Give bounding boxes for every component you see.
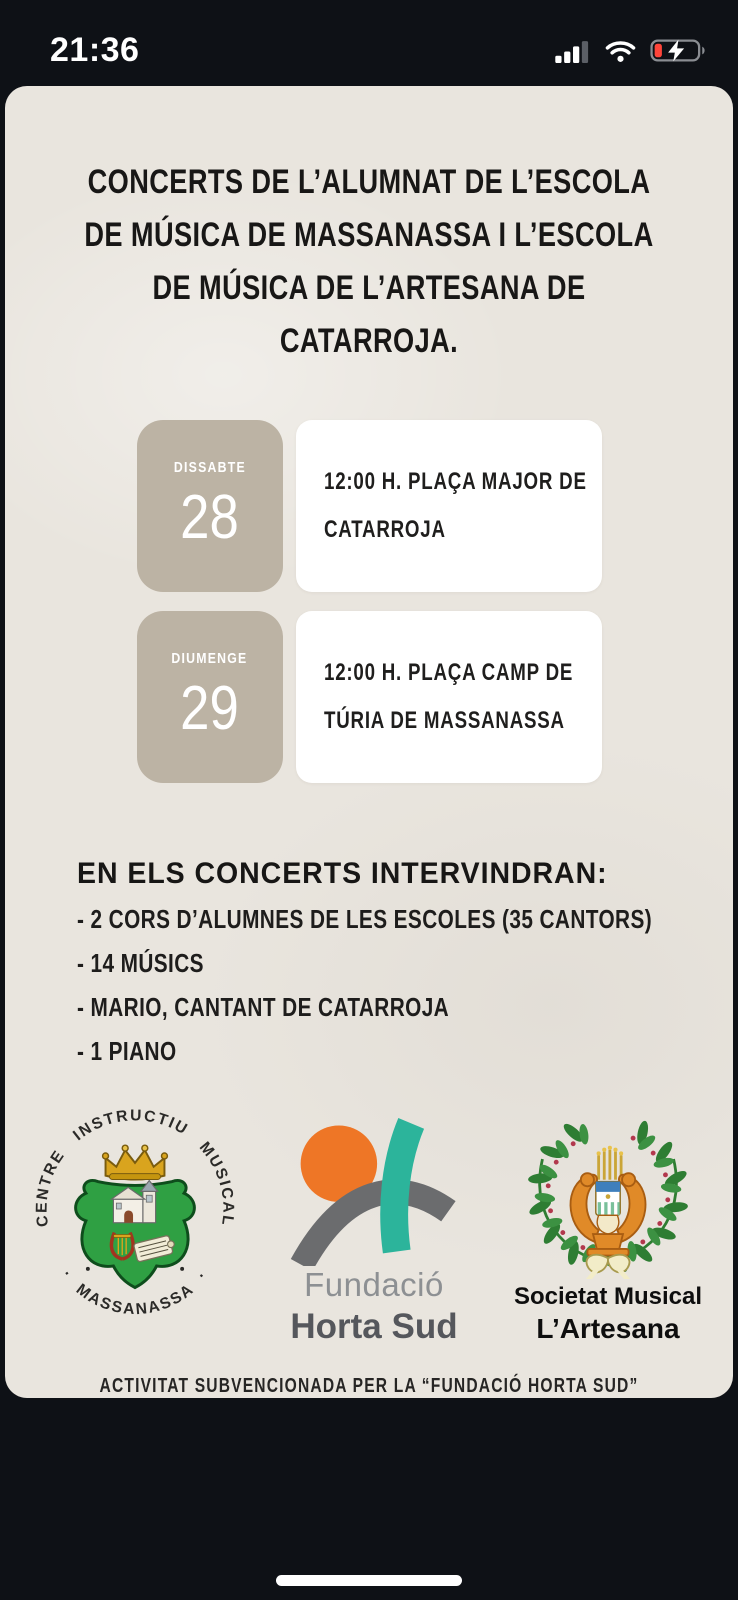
crest-shield — [76, 1181, 195, 1288]
crest-crown — [103, 1145, 168, 1179]
lineup-item: - 14 MÚSICS — [77, 948, 204, 979]
day-number: 29 — [180, 674, 239, 744]
massanassa-crest-icon — [27, 1101, 243, 1317]
artesana-lyre — [571, 1146, 646, 1256]
wreath-ribbon-bow — [587, 1255, 630, 1279]
event-details-line-2: TÚRIA DE MASSANASSA — [323, 707, 565, 735]
date-box-28 — [137, 420, 283, 592]
logo-fundacio-horta-sud — [286, 1111, 462, 1347]
flyer-title-line-1: CONCERTS DE L’ALUMNAT DE L’ESCOLA — [87, 163, 651, 201]
fundacio-wordmark-line-2: Horta Sud — [290, 1307, 458, 1347]
artesana-wordmark-line-2: L’Artesana — [536, 1313, 680, 1345]
logo-gray-arc — [302, 1192, 449, 1265]
status-bar — [0, 0, 738, 86]
event-details-card — [296, 420, 602, 592]
lineup-heading: EN ELS CONCERTS INTERVINDRAN: — [77, 857, 608, 891]
lineup-item: - MARIO, CANTANT DE CATARROJA — [77, 992, 450, 1023]
lineup-item: - 2 CORS D’ALUMNES DE LES ESCOLES (35 CANTORS) — [77, 904, 653, 935]
artesana-wordmark-line-1: Societat Musical — [513, 1283, 703, 1311]
battery-charging-icon — [650, 37, 710, 64]
logo-centre-instructiu-musical — [27, 1101, 243, 1317]
crest-arc-text-top: CENTRE INSTRUCTIU MUSICAL — [33, 1107, 237, 1229]
fundacio-horta-sud-icon — [286, 1111, 462, 1266]
subsidy-note: ACTIVITAT SUBVENCIONADA PER LA “FUNDACIÓ HORTA SUD” — [99, 1375, 639, 1398]
crest-arc-text-bottom: · MASSANASSA · — [58, 1267, 212, 1318]
lineup-item: - 1 PIANO — [77, 1036, 177, 1067]
day-label: DISSABTE — [173, 459, 246, 477]
day-number: 28 — [180, 483, 239, 553]
flyer-title-line-3: DE MÚSICA DE L’ARTESANA DE CATARROJA. — [152, 269, 586, 361]
lineup-section — [5, 857, 733, 1067]
home-indicator[interactable] — [276, 1575, 462, 1586]
lyre-central-crest — [596, 1182, 620, 1216]
clock-time: 21:36 — [50, 30, 140, 69]
date-box-29 — [137, 611, 283, 783]
event-details-line-1: 12:00 H. PLAÇA MAJOR DE — [323, 468, 587, 496]
event-details-line-2: CATARROJA — [323, 516, 446, 544]
event-details-line-1: 12:00 H. PLAÇA CAMP DE — [323, 659, 573, 687]
logo-societat-musical-artesana — [505, 1101, 711, 1345]
concert-flyer-image — [5, 86, 733, 1398]
logo-teal-band — [394, 1124, 411, 1252]
flyer-title — [78, 156, 660, 368]
artesana-wreath-lyre-icon — [505, 1101, 711, 1279]
event-list — [5, 420, 733, 783]
event-row-sunday — [137, 611, 602, 783]
wifi-icon — [604, 38, 637, 63]
status-icons — [555, 37, 710, 64]
fundacio-wordmark-line-1: Fundació — [304, 1266, 444, 1304]
event-row-saturday — [137, 420, 602, 592]
day-label: DIUMENGE — [171, 650, 248, 668]
sponsor-logos-row — [5, 1101, 733, 1347]
flyer-title-line-2: DE MÚSICA DE MASSANASSA I L’ESCOLA — [84, 216, 654, 255]
event-details-card — [296, 611, 602, 783]
cellular-signal-icon — [555, 38, 591, 63]
